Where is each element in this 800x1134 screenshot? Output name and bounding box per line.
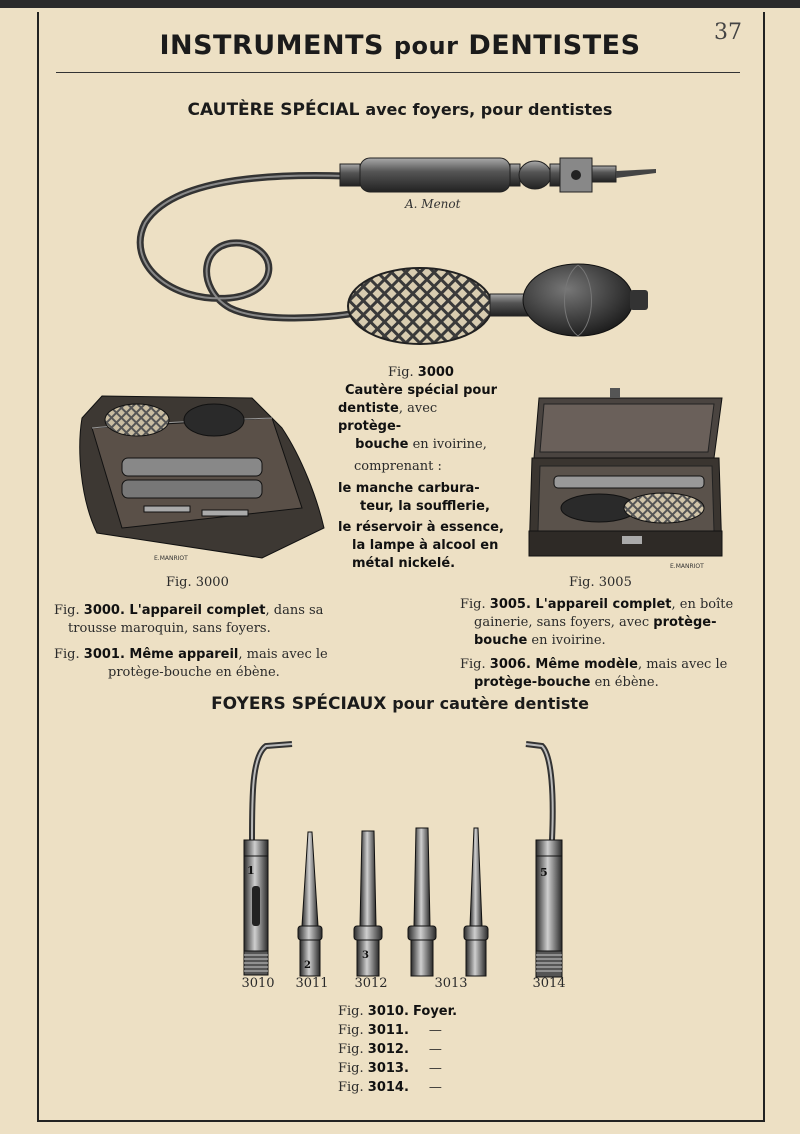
tip-3011 [298, 832, 322, 976]
engraver-mark-left: E.MANRIOT [154, 555, 188, 562]
page-title: INSTRUMENTS pour DENTISTES [159, 30, 641, 61]
page-number: 37 [714, 20, 742, 45]
tip-label-3012: 3012 [354, 976, 388, 991]
list-item: Fig. 3012. — [338, 1042, 442, 1057]
foyer-list [338, 1002, 457, 1097]
tip-mark-2: 2 [304, 960, 311, 971]
tip-mark-3: 3 [362, 950, 369, 961]
list-item: Fig. 3013. — [338, 1061, 442, 1076]
tip-mark-5: 5 [540, 866, 548, 879]
tip-3013-spatula [408, 828, 436, 976]
tip-label-3011: 3011 [295, 976, 329, 991]
tip-label-3010: 3010 [241, 976, 275, 991]
tip-3010 [244, 744, 292, 975]
tip-mark-1: 1 [247, 864, 255, 877]
foyers-tips-illustration [230, 736, 580, 986]
left-caption: Fig. 3000. L'appareil complet, dans sa trousse maroquin, sans foyers. Fig. 3001. Même appareil, mais avec le protège-bouche en ébène. [54, 603, 328, 680]
engraver-mark-right: E.MANRIOT [670, 563, 704, 570]
leather-case-illustration [62, 388, 332, 568]
title-rule [56, 72, 740, 73]
box-case-illustration [514, 386, 734, 571]
tip-3014 [526, 744, 562, 977]
left-figure-label: Fig. 3000 [166, 575, 229, 590]
section-heading-foyers: FOYERS SPÉCIAUX pour cautère dentiste [211, 694, 589, 714]
tip-label-3013: 3013 [434, 976, 468, 991]
tip-label-3014: 3014 [532, 976, 566, 991]
fig3000-description: Fig. 3000 Cautère spécial pour dentiste, avec protège- bouche en ivoirine, comprenant : le manche carbura- teur, la soufflerie, le réservoir à essence, la lampe à alcool en métal nickelé. [338, 365, 504, 571]
engraver-signature: A. Menot [405, 197, 461, 211]
cautery-instrument-illustration [130, 138, 670, 363]
catalog-page [0, 8, 800, 1134]
list-item: Fig. 3011. — [338, 1023, 442, 1038]
list-item: Fig. 3010. Foyer. [338, 1004, 458, 1019]
right-figure-label: Fig. 3005 [569, 575, 632, 590]
tip-3013-needle [464, 828, 488, 976]
right-caption: Fig. 3005. L'appareil complet, en boîte gainerie, sans foyers, avec protège- bouche en ivoirine. Fig. 3006. Même modèle, mais avec le protège-bouche en ébène. [460, 597, 734, 690]
section-heading-cautere: CAUTÈRE SPÉCIAL avec foyers, pour dentistes [187, 100, 613, 120]
list-item: Fig. 3014. — [338, 1080, 442, 1095]
